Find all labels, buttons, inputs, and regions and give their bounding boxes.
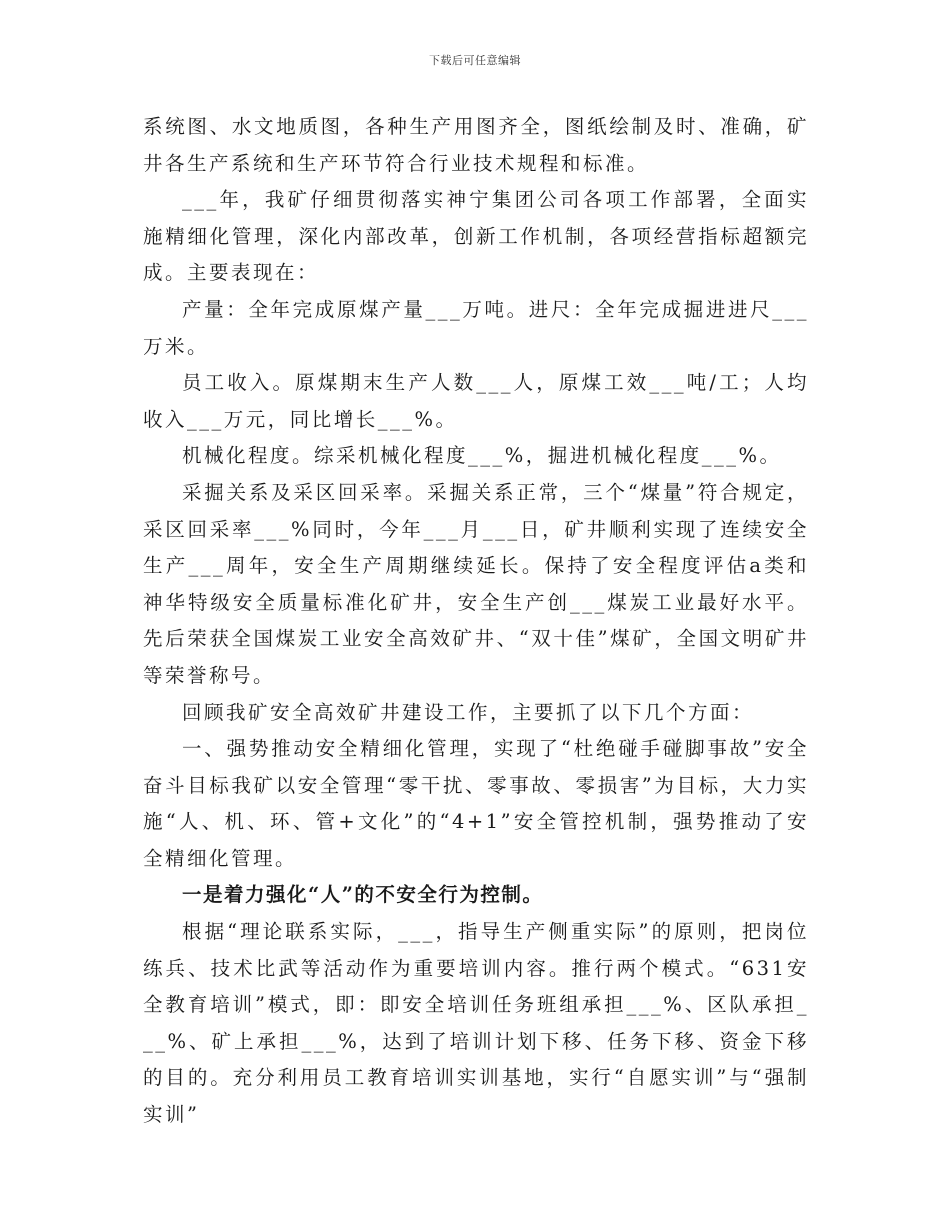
paragraph-5: 机械化程度。综采机械化程度___%，掘进机械化程度___%。 — [182, 444, 782, 468]
paragraph-1: 系统图、水文地质图，各种生产用图齐全，图纸绘制及时、准确，矿井各生产系统和生产环节符合行业技术规程和标准。 — [143, 115, 809, 175]
paragraph-7: 回顾我矿安全高效矿井建设工作，主要抓了以下几个方面： — [182, 700, 755, 724]
paragraph-2: ___年，我矿仔细贯彻落实神宁集团公司各项工作部署，全面实施精细化管理，深化内部改革，创新工作机制，各项经营指标超额完成。主要表现在： — [143, 188, 809, 285]
page-header: 下载后可任意编辑 — [429, 54, 521, 67]
paragraph-6: 采掘关系及采区回采率。采掘关系正常，三个“煤量”符合规定，采区回采率___%同时，今年___月___日，矿井顺利实现了连续安全生产___周年，安全生产周期继续延长。保持了安全程度评估a类和神华特级安全质量标准化矿井，安全生产创___煤炭工业最好水平。先后荣获全国煤炭工业安全高效矿井、“双十佳”煤矿，全国文明矿井等荣誉称号。 — [143, 480, 809, 687]
paragraph-3: 产量：全年完成原煤产量___万吨。进尺：全年完成掘进进尺___万米。 — [143, 297, 809, 358]
paragraph-8: 一、强势推动安全精细化管理，实现了“杜绝碰手碰脚事故”安全奋斗目标我矿以安全管理“零干扰、零事故、零损害”为目标，大力实施“人、机、环、管+文化”的“4+1”安全管控机制，强势推动了安全精细化管理。 — [143, 737, 809, 870]
section-heading: 一是着力强化“人”的不安全行为控制。 — [182, 883, 544, 907]
document-body — [143, 109, 809, 1134]
paragraph-10: 根据“理论联系实际，___，指导生产侧重实际”的原则，把岗位练兵、技术比武等活动作为重要培训内容。推行两个模式。“631安全教育培训”模式，即：即安全培训任务班组承担___%、区队承担___%、矿上承担___%，达到了培训计划下移、任务下移、资金下移的目的。充分利用员工教育培训实训基地，实行“自愿实训”与“强制实训” — [143, 920, 809, 1127]
paragraph-4: 员工收入。原煤期末生产人数___人，原煤工效___吨/工；人均收入___万元，同比增长___%。 — [143, 371, 809, 431]
